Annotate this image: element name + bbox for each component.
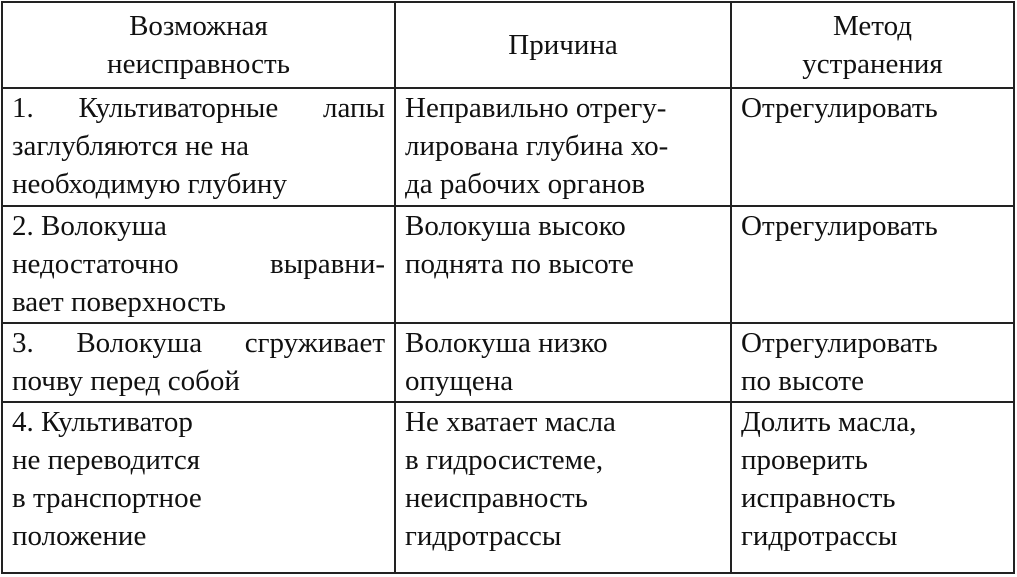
header-fix-line-1: Метод [833,10,912,42]
fix-cell [731,206,1014,323]
cause-line: Волокуша высоко [405,210,626,242]
cause-line: Неправильно отрегу- [405,92,667,124]
fix-line: гидротрассы [741,520,898,552]
table-row [2,402,1014,573]
fix-cell [731,88,1014,206]
fix-cell [731,402,1014,573]
fault-line: 1. Культиваторные лапы [12,92,385,124]
header-cause-line-1: Причина [508,29,618,61]
header-fix-line-2: устранения [802,48,943,80]
table-row [2,206,1014,323]
cause-line: лирована глубина хо- [405,130,669,162]
cause-line: в гидросистеме, [405,444,604,476]
cause-line: Волокуша низко [405,327,608,359]
cause-line: да рабочих органов [405,168,646,200]
fault-line: недостаточно выравни- [12,248,385,280]
fix-line: Отрегулировать [741,327,938,359]
header-fault [2,2,395,88]
fault-table [1,1,1015,574]
fix-line: проверить [741,444,868,476]
fix-line: Отрегулировать [741,210,938,242]
fault-line: 2. Волокуша [12,210,167,242]
fault-line: не переводится [12,444,201,476]
header-fault-line-2: неисправность [107,48,290,80]
fault-line: 4. Культиватор [12,406,193,438]
cause-line: опущена [405,365,514,397]
fix-line: исправность [741,482,896,514]
fault-line: положение [12,520,147,552]
fix-line: Отрегулировать [741,92,938,124]
cause-cell [395,206,731,323]
cause-line: поднята по высоте [405,248,634,280]
fault-line: необходимую глубину [12,168,287,200]
header-fault-line-1: Возможная [129,10,268,42]
fault-line: 3. Волокуша сгруживает [12,327,385,359]
header-fix [731,2,1014,88]
fault-line: в транспортное [12,482,202,514]
fault-cell [2,88,395,206]
fault-line: заглубляются не на [12,130,249,162]
cause-cell [395,323,731,402]
fault-cell [2,206,395,323]
fix-line: Долить масла, [741,406,917,438]
cause-line: Не хватает масла [405,406,616,438]
fix-cell [731,323,1014,402]
cause-line: гидротрассы [405,520,562,552]
cause-cell [395,88,731,206]
cause-line: неисправность [405,482,588,514]
fix-line: по высоте [741,365,864,397]
header-row [2,2,1014,88]
fault-line: почву перед собой [12,365,240,397]
fault-line: вает поверхность [12,286,226,318]
fault-cell [2,323,395,402]
fault-cell [2,402,395,573]
header-cause [395,2,731,88]
table-row [2,88,1014,206]
table-row [2,323,1014,402]
cause-cell [395,402,731,573]
